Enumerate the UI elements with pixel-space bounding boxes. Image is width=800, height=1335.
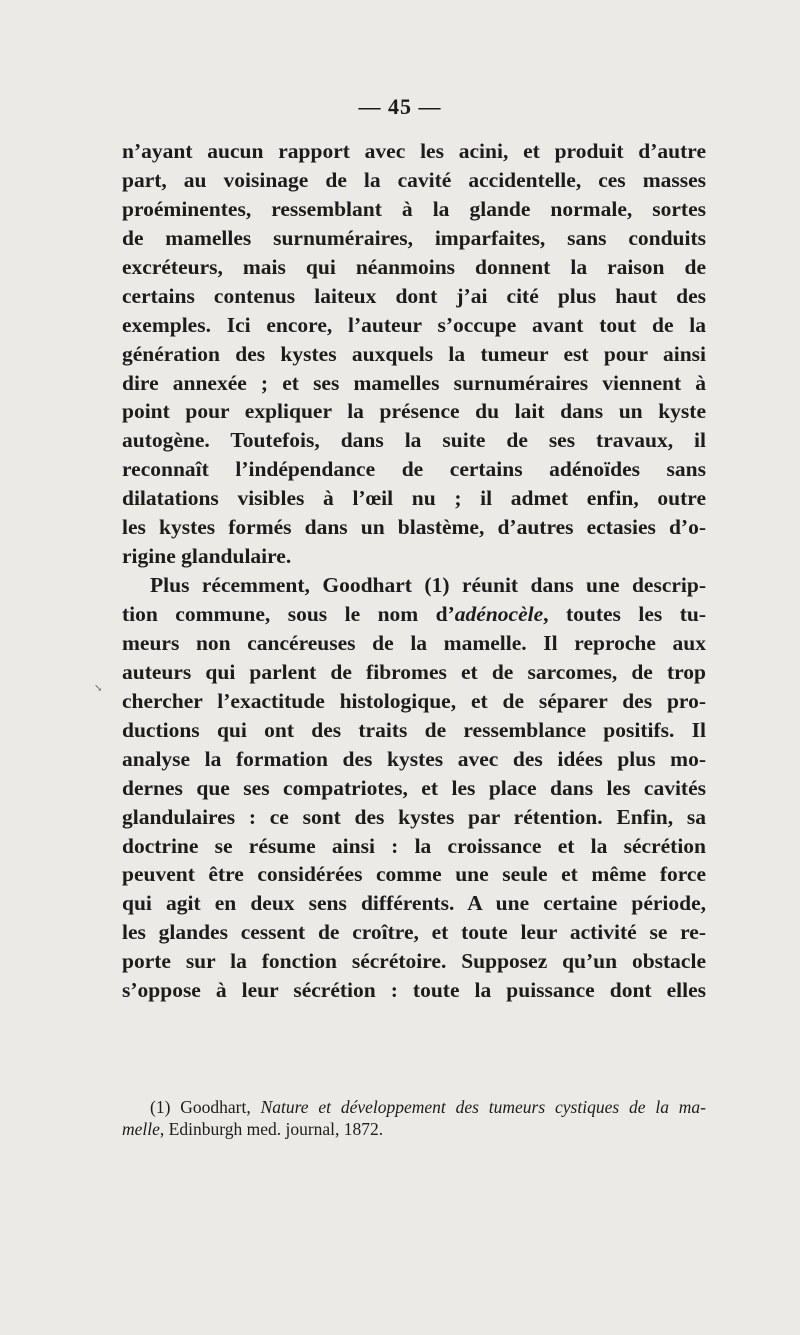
text-line: de mamelles surnuméraires, imparfaites, sans conduits xyxy=(122,225,706,250)
text-segment: , toutes les tu- xyxy=(543,602,706,626)
text-line: chercher l’exactitude histologique, et de séparer des pro- xyxy=(122,688,706,713)
text-line: dilatations visibles à l’œil nu ; il admet enfin, outre xyxy=(122,486,706,511)
footnote xyxy=(122,1096,706,1140)
text-line: ductions qui ont des traits de ressemblance positifs. Il xyxy=(122,717,706,742)
italic-term: adénocèle xyxy=(454,602,544,626)
text-line: porte sur la fonction sécrétoire. Supposez qu’un obstacle xyxy=(122,949,706,974)
body-text xyxy=(122,137,706,1005)
footnote-title: Nature et développement des tumeurs cystiques de la ma- xyxy=(260,1097,706,1117)
text-line: doctrine se résume ainsi : la croissance et la sécrétion xyxy=(122,833,706,858)
text-line: Plus récemment, Goodhart (1) réunit dans une descrip- xyxy=(150,573,706,598)
text-line: auteurs qui parlent de fibromes et de sarcomes, de trop xyxy=(122,659,706,684)
text-line: meurs non cancéreuses de la mamelle. Il reproche aux xyxy=(122,630,706,655)
text-line xyxy=(122,600,706,629)
text-line: part, au voisinage de la cavité accidentelle, ces masses xyxy=(122,167,706,192)
text-line: reconnaît l’indépendance de certains adénoïdes sans xyxy=(122,457,706,482)
footnote-marker: (1) Goodhart, xyxy=(150,1097,261,1117)
text-line: glandulaires : ce sont des kystes par rétention. Enfin, sa xyxy=(122,804,706,829)
text-line: proéminentes, ressemblant à la glande normale, sortes xyxy=(122,196,706,221)
page-mark: ↘ xyxy=(94,683,103,694)
footnote-line xyxy=(122,1118,706,1140)
text-line: analyse la formation des kystes avec des idées plus mo- xyxy=(122,746,706,771)
text-line: autogène. Toutefois, dans la suite de ses travaux, il xyxy=(122,428,706,453)
text-line: qui agit en deux sens différents. A une certaine période, xyxy=(122,891,706,916)
text-line: dire annexée ; et ses mamelles surnuméraires viennent à xyxy=(122,370,706,395)
text-line: dernes que ses compatriotes, et les place dans les cavités xyxy=(122,775,706,800)
text-line: exemples. Ici encore, l’auteur s’occupe avant tout de la xyxy=(122,312,706,337)
footnote-line xyxy=(122,1096,706,1118)
page-number: — 45 — xyxy=(358,94,442,119)
footnote-title-cont: melle xyxy=(122,1119,160,1139)
text-line: certains contenus laiteux dont j’ai cité plus haut des xyxy=(122,283,706,308)
footnote-source: , Edinburgh med. journal, 1872. xyxy=(159,1119,384,1139)
text-line: peuvent être considérées comme une seule et même force xyxy=(122,862,706,887)
text-segment: tion commune, sous le nom d’ xyxy=(122,602,455,626)
text-line: point pour expliquer la présence du lait dans un kyste xyxy=(122,399,706,424)
text-line: génération des kystes auxquels la tumeur est pour ainsi xyxy=(122,341,706,366)
text-line: excréteurs, mais qui néanmoins donnent la raison de xyxy=(122,254,706,279)
text-line: les kystes formés dans un blastème, d’autres ectasies d’o- xyxy=(122,515,706,540)
text-line: n’ayant aucun rapport avec les acini, et produit d’autre xyxy=(122,139,706,163)
text-line: rigine glandulaire. xyxy=(122,544,292,569)
text-line: s’oppose à leur sécrétion : toute la puissance dont elles xyxy=(122,978,706,1003)
text-line: les glandes cessent de croître, et toute leur activité se re- xyxy=(122,920,706,945)
